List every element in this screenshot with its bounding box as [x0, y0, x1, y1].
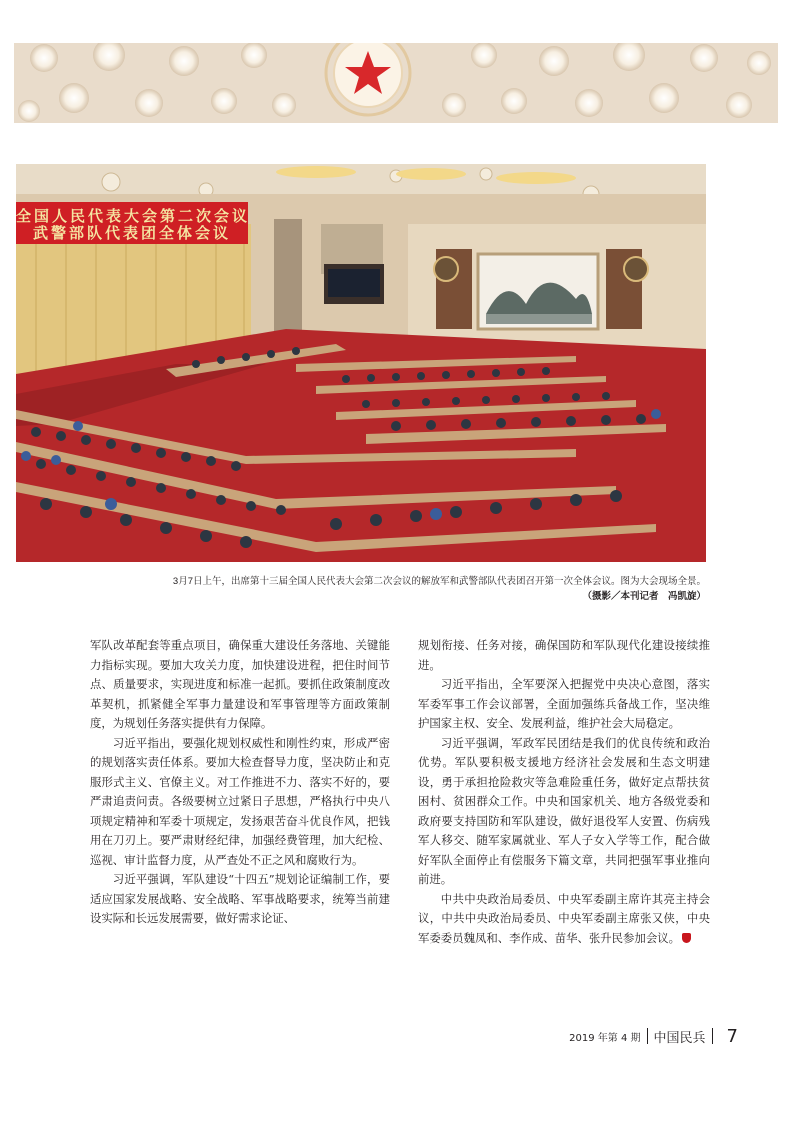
- paragraph: 习近平强调，军队建设“十四五”规划论证编制工作，要适应国家发展战略、安全战略、军事战略要求，统筹当前建设实际和长远发展需要，做好需求论证、: [90, 872, 390, 925]
- photo-banner-line1: 全国人民代表大会第二次会议: [16, 207, 251, 225]
- photo-caption: [110, 574, 706, 604]
- paragraph-final: [418, 890, 710, 949]
- photo-banner-line2: 武警部队代表团全体会议: [32, 224, 231, 242]
- header-ceiling-banner: [14, 43, 778, 123]
- paragraph: 习近平指出，要强化规划权威性和刚性约束，形成严密的规划落实责任体系。要加大检查督导力度，坚决防止和克服形式主义、官僚主义。对工作推进不力、落实不好的，要严肃追责问责。各级要树立过紧日子思想，严格执行中央八项规定精神和军委十项规定，发扬艰苦奋斗优良作风，把钱用在刀刃上。要严肃财经纪律，加强经费管理，加大纪检、巡视、审计监督力度，从严查处不正之风和腐败行为。: [90, 735, 390, 867]
- paragraph: 习近平指出，全军要深入把握党中央决心意图，落实军委军事工作会议部署，全面加强练兵备战工作，坚决维护国家主权、安全、发展利益，维护社会大局稳定。: [418, 677, 710, 730]
- magazine-title: 中国民兵: [653, 1030, 706, 1046]
- page-footer: [569, 1025, 738, 1047]
- photo-credit: （摄影／本刊记者 冯凯旋）: [582, 591, 706, 602]
- ceiling-decoration: [14, 43, 778, 123]
- paragraph: 习近平强调，军政军民团结是我们的优良传统和政治优势。军队要积极支援地方经济社会发展和生态文明建设，勇于承担抢险救灾等急难险重任务，做好定点帮扶贫困村、贫困群众工作。中央和国家机关、地方各级党委和政府要支持国防和军队建设，做好退役军人安置、伤病残军人移交、随军家属就业、军人子女入学等工作，配合做好军队全面停止有偿服务下篇文章，共同把强军事业推向前进。: [418, 735, 710, 886]
- paragraph: 军队改革配套等重点项目，确保重大建设任务落地、关键能力指标实现。要加大攻关力度，加快建设进程，把住时间节点、质量要求，实现进度和标准一起抓。要抓住政策制度改革契机，抓紧健全军事力量建设和军事管理等方面政策制度，为规划任务落实提供有力保障。: [90, 638, 390, 730]
- issue-label: 2019 年第 4 期: [569, 1032, 641, 1044]
- caption-text: 3月7日上午，出席第十三届全国人民代表大会第二次会议的解放军和武警部队代表团召开第一次全体会议。图为大会现场全景。: [172, 576, 706, 587]
- footer-divider: [712, 1028, 713, 1044]
- footer-divider: [647, 1028, 648, 1044]
- paragraph-text: 中共中央政治局委员、中央军委副主席许其亮主持会议，中共中央政治局委员、中央军委副主席张又侠，中央军委委员魏凤和、李作成、苗华、张升民参加会议。: [418, 891, 710, 945]
- article-right-column: [418, 636, 710, 948]
- paragraph: 规划衔接、任务对接，确保国防和军队现代化建设接续推进。: [418, 638, 710, 672]
- magazine-end-mark-icon: [682, 933, 691, 943]
- article-left-column: [90, 636, 390, 929]
- page-number: 7: [726, 1025, 738, 1047]
- conference-hall-photo: [16, 164, 706, 562]
